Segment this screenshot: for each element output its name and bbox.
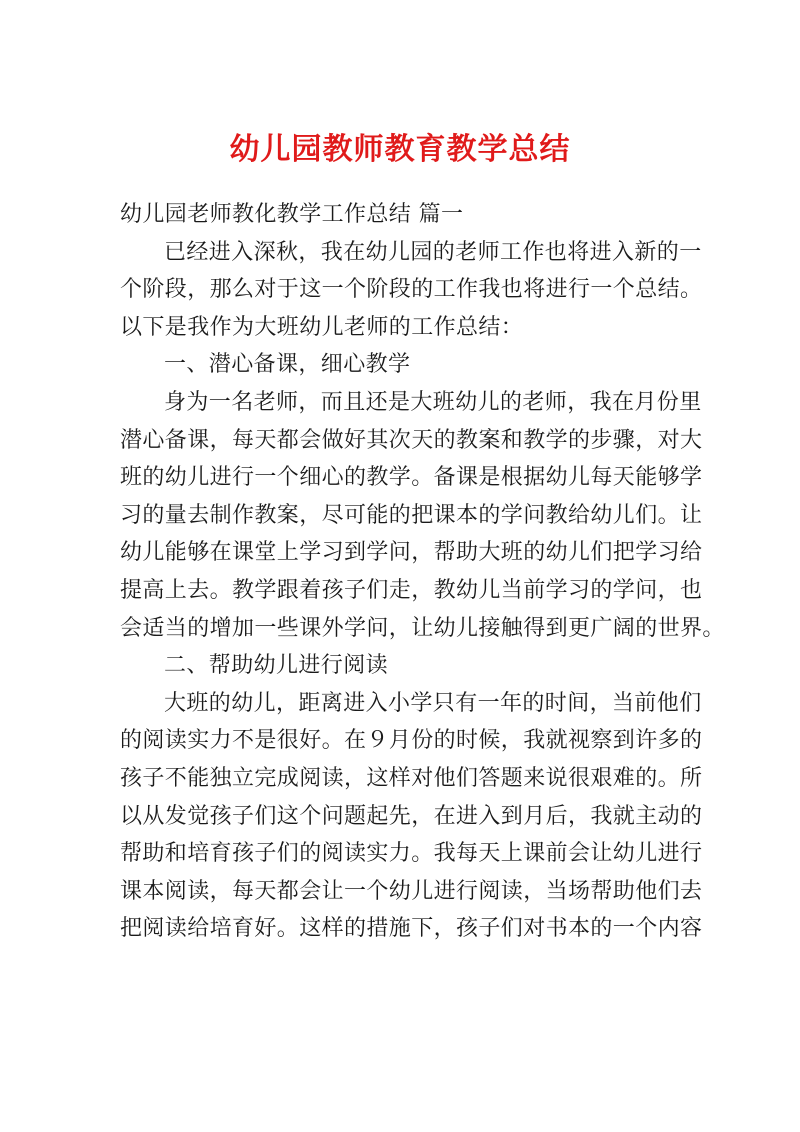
paragraph-line: 以下是我作为大班幼儿老师的工作总结： [120, 314, 524, 340]
subtitle-line: 幼儿园老师教化教学工作总结 篇一 [120, 202, 464, 227]
paragraph-line: 幼儿能够在课堂上学习到学问，帮助大班的幼儿们把学习给 [120, 540, 703, 566]
section-heading: 一、潜心备课，细心教学 [164, 352, 411, 378]
paragraph-line: 大班的幼儿，距离进入小学只有一年的时间，当前他们 [164, 690, 702, 716]
document-body [120, 196, 725, 948]
paragraph-line: 习的量去制作教案，尽可能的把课本的学问教给幼儿们。让 [120, 502, 703, 528]
paragraph-line: 帮助和培育孩子们的阅读实力。我每天上课前会让幼儿进行 [120, 841, 703, 867]
paragraph-line: 身为一名老师，而且还是大班幼儿的老师，我在月份里 [164, 389, 702, 415]
paragraph-line: 的阅读实力不是很好。在９月份的时候，我就视察到许多的 [120, 728, 703, 754]
paragraph-line: 个阶段，那么对于这一个阶段的工作我也将进行一个总结。 [120, 277, 703, 303]
paragraph-line: 把阅读给培育好。这样的措施下，孩子们对书本的一个内容 [120, 916, 703, 942]
paragraph-line: 班的幼儿进行一个细心的教学。备课是根据幼儿每天能够学 [120, 465, 703, 491]
paragraph-line: 课本阅读，每天都会让一个幼儿进行阅读，当场帮助他们去 [120, 878, 703, 904]
paragraph-line: 孩子不能独立完成阅读，这样对他们答题来说很艰难的。所 [120, 765, 703, 791]
paragraph-line: 潜心备课，每天都会做好其次天的教案和教学的步骤，对大 [120, 427, 703, 453]
paragraph-line: 已经进入深秋，我在幼儿园的老师工作也将进入新的一 [164, 239, 702, 265]
paragraph-line: 会适当的增加一些课外学问，让幼儿接触得到更广阔的世界。 [120, 615, 725, 641]
paragraph-line: 提高上去。教学跟着孩子们走，教幼儿当前学习的学问，也 [120, 577, 703, 603]
section-heading: 二、帮助幼儿进行阅读 [164, 653, 389, 679]
paragraph-line: 以从发觉孩子们这个问题起先，在进入到月后，我就主动的 [120, 803, 703, 829]
document-title: 幼儿园教师教育教学总结 [229, 132, 571, 167]
